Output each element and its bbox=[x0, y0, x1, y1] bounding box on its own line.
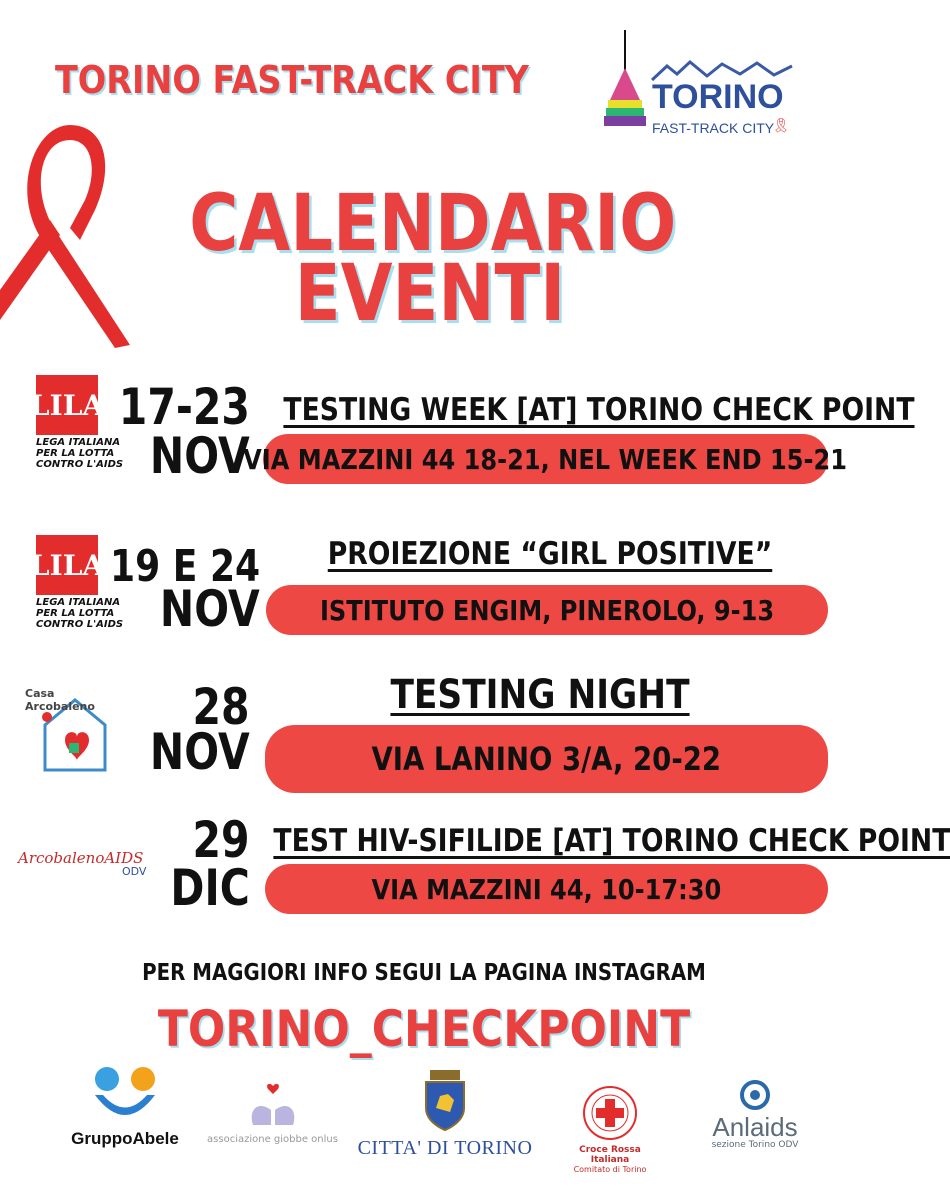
event-date-line2: NOV bbox=[150, 427, 250, 485]
hands-heart-icon bbox=[243, 1080, 303, 1130]
gruppo-abele-text: GruppoAbele bbox=[71, 1129, 179, 1148]
arcobaleno-aids-sub: ODV bbox=[122, 865, 147, 878]
event-date-line1: 28 bbox=[192, 678, 250, 736]
lila-org-text: LEGA ITALIANA PER LA LOTTA CONTRO L'AIDS bbox=[36, 437, 124, 470]
arcobaleno-aids-logo bbox=[18, 848, 168, 888]
mole-antonelliana-icon bbox=[600, 30, 650, 135]
gruppo-abele-logo bbox=[60, 1065, 190, 1165]
citta-torino-text: CITTA' DI TORINO bbox=[357, 1137, 533, 1159]
anlaids-icon bbox=[738, 1080, 772, 1110]
croce-rossa-logo bbox=[560, 1085, 660, 1175]
lila-mark: LILA bbox=[36, 535, 98, 595]
lila-mark: LILA bbox=[36, 375, 98, 435]
event-detail: VIA LANINO 3/A, 20-22 bbox=[371, 740, 722, 778]
logo-fast-track-text: FAST-TRACK CITY bbox=[652, 120, 775, 136]
giobbe-text: associazione giobbe onlus bbox=[207, 1134, 338, 1145]
event-detail: VIA MAZZINI 44, 10-17:30 bbox=[371, 872, 722, 906]
header-title: TORINO FAST-TRACK CITY bbox=[55, 58, 529, 102]
lila-logo bbox=[29, 375, 124, 470]
event-date-line2: NOV bbox=[160, 580, 260, 638]
lila-org-text: LEGA ITALIANA PER LA LOTTA CONTRO L'AIDS bbox=[36, 597, 124, 630]
main-title-line1: CALENDARIO bbox=[189, 179, 677, 269]
anlaids-text: Anlaids bbox=[712, 1112, 798, 1142]
giobbe-logo bbox=[205, 1080, 340, 1160]
event-date-line2: DIC bbox=[170, 859, 250, 917]
anlaids-logo bbox=[695, 1080, 815, 1160]
event-detail: ISTITUTO ENGIM, PINEROLO, 9-13 bbox=[319, 593, 775, 627]
instagram-handle[interactable]: TORINO_CHECKPOINT bbox=[157, 1000, 691, 1058]
casa-arcobaleno-text: Casa Arcobaleno bbox=[25, 687, 95, 713]
red-cross-icon bbox=[582, 1085, 638, 1141]
main-title-line2: EVENTI bbox=[294, 249, 566, 339]
arcobaleno-aids-text: ArcobalenoAIDS bbox=[18, 849, 144, 867]
event-title: TEST HIV-SIFILIDE [AT] TORINO CHECK POINT bbox=[273, 823, 950, 859]
casa-arcobaleno-logo bbox=[25, 685, 125, 785]
event-title: PROIEZIONE “GIRL POSITIVE” bbox=[327, 536, 773, 572]
event-date-line1: 29 bbox=[192, 811, 250, 869]
torino-fast-track-logo bbox=[600, 30, 800, 140]
citta-torino-logo bbox=[355, 1068, 535, 1168]
info-line: PER MAGGIORI INFO SEGUI LA PAGINA INSTAGRAM bbox=[142, 960, 706, 986]
event-title: TESTING NIGHT bbox=[390, 672, 690, 718]
torino-coat-of-arms-icon bbox=[420, 1068, 470, 1133]
red-ribbon-small-icon: 🎗 bbox=[772, 118, 790, 134]
event-detail-pill bbox=[243, 434, 848, 484]
event-detail-pill bbox=[266, 585, 828, 635]
event-detail-pill bbox=[265, 864, 828, 914]
event-title: TESTING WEEK [AT] TORINO CHECK POINT bbox=[283, 392, 915, 428]
anlaids-sub: sezione Torino ODV bbox=[711, 1140, 799, 1150]
gruppo-abele-icon bbox=[85, 1065, 165, 1125]
logo-torino-text: TORINO bbox=[652, 78, 784, 116]
event-date-line2: NOV bbox=[150, 723, 250, 781]
event-detail-pill bbox=[265, 725, 828, 793]
croce-rossa-sub: Comitato di Torino bbox=[573, 1165, 647, 1174]
croce-rossa-text: Croce Rossa Italiana bbox=[579, 1145, 641, 1165]
event-detail: VIA MAZZINI 44 18-21, NEL WEEK END 15-21 bbox=[243, 442, 848, 476]
event-date-line1: 17-23 bbox=[118, 378, 250, 436]
red-ribbon-icon bbox=[0, 120, 150, 350]
event-date-line1: 19 E 24 bbox=[109, 541, 260, 592]
